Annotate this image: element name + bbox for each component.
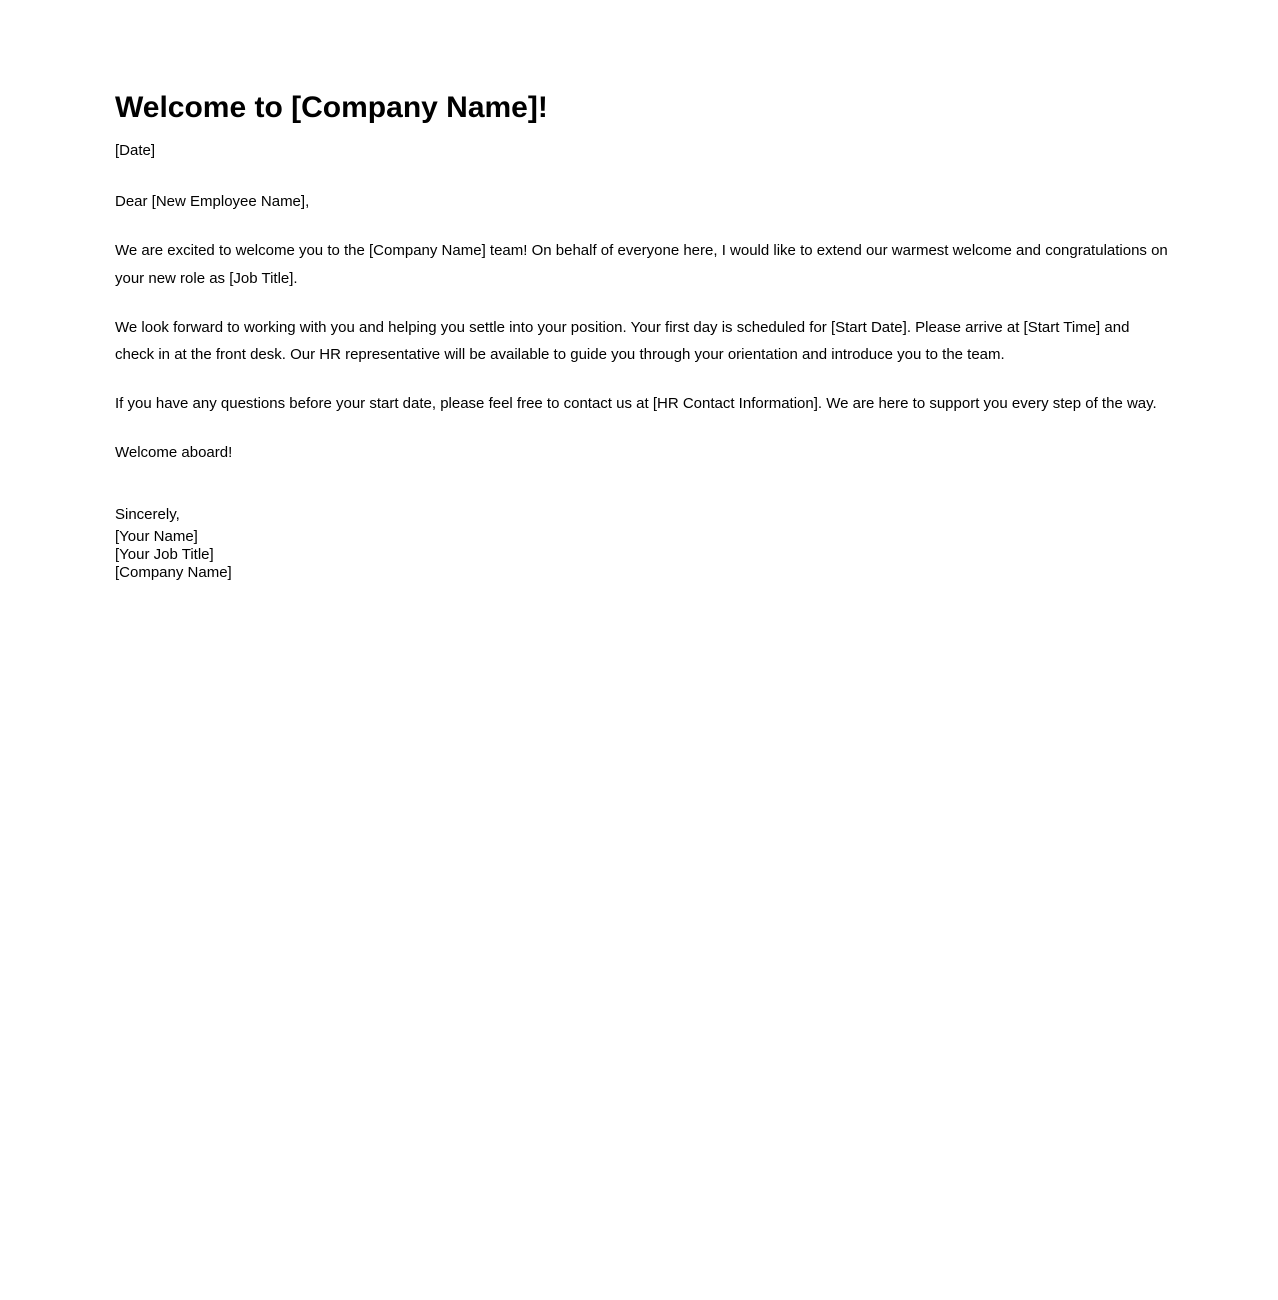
signature-block [115, 501, 1170, 582]
salutation-line: Dear [New Employee Name], [115, 193, 310, 210]
signature-name-placeholder: [Your Name] [115, 527, 198, 545]
closing-line: Welcome aboard! [115, 444, 233, 461]
signature-valediction: Sincerely, [115, 505, 180, 523]
paragraph-welcome: We are excited to welcome you to the [Company Name] team! On behalf of everyone here, I would like to extend our warmest welcome and congratulations on your new role as [Job Title]. [115, 242, 1168, 287]
signature-company-placeholder: [Company Name] [115, 563, 232, 581]
paragraph-first-day: We look forward to working with you and helping you settle into your position. Your first day is scheduled for [Start Date]. Please arrive at [Start Time] and check in at the front desk. Our HR representative will be available to guide you through your orientation and introduce you to the team. [115, 318, 1130, 363]
date-placeholder: [Date] [115, 142, 156, 159]
welcome-letter-document [115, 90, 1170, 582]
letter-title: Welcome to [Company Name]! [115, 91, 548, 124]
signature-job-title-placeholder: [Your Job Title] [115, 545, 214, 563]
paragraph-questions: If you have any questions before your start date, please feel free to contact us at [HR Contact Information]. We are here to support you every step of the way. [115, 395, 1157, 412]
